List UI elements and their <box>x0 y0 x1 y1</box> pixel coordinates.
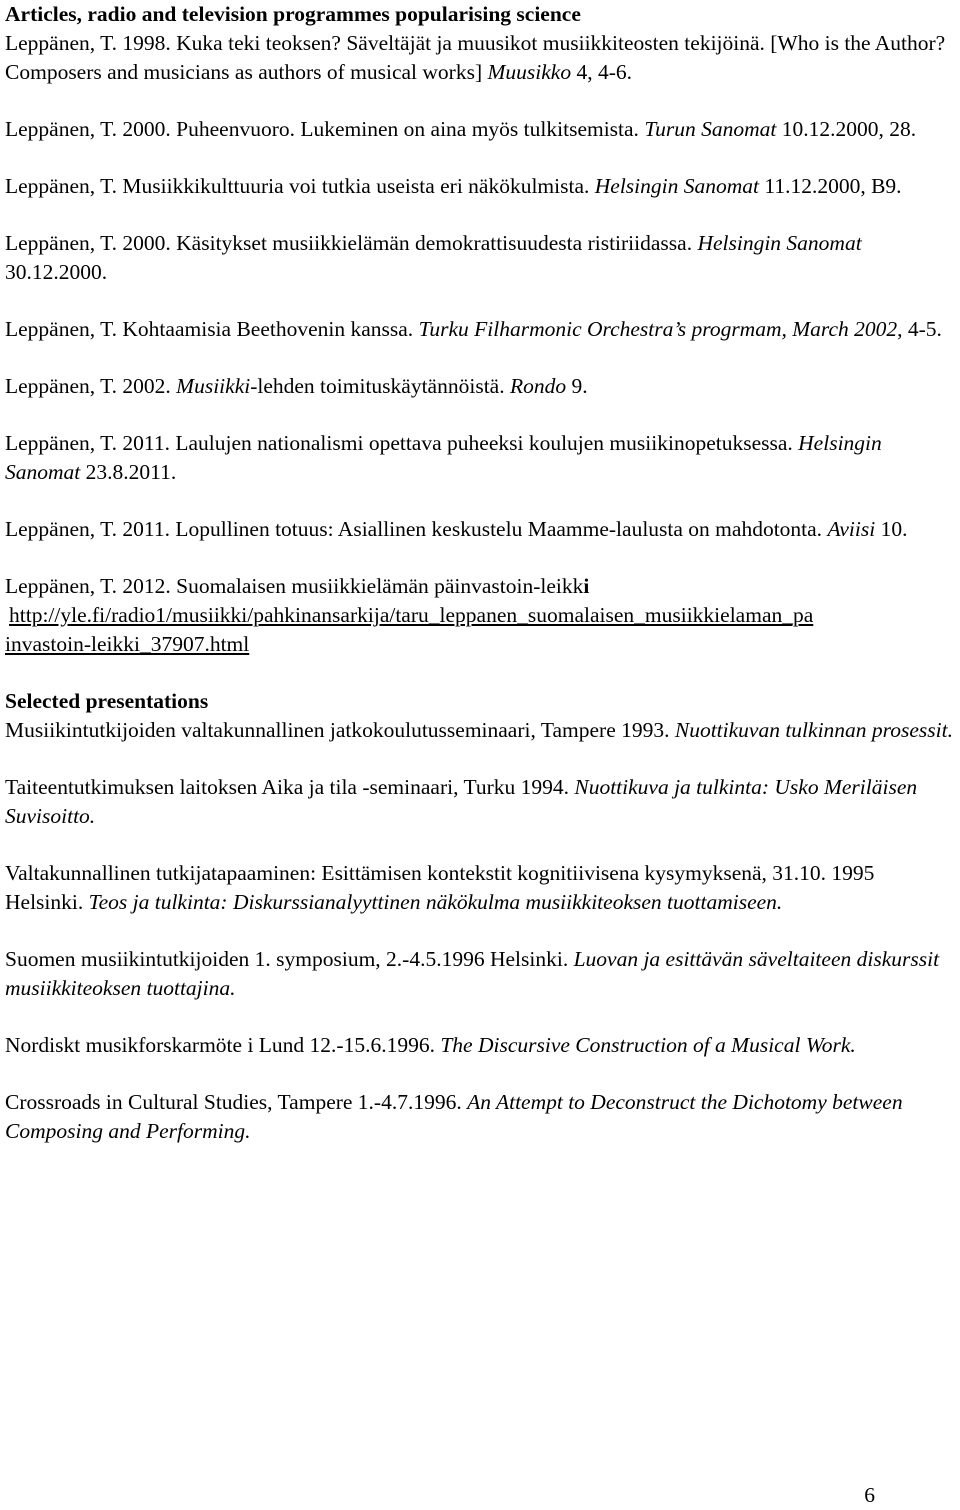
yle-article-link[interactable]: http://yle.fi/radio1/musiikki/pahkinansarkija/taru_leppanen_suomalaisen_musiikkielaman_pa <box>9 603 814 627</box>
article-entry-9 <box>5 572 955 659</box>
yle-article-link-continued[interactable]: invastoin-leikki_37907.html <box>5 632 250 656</box>
article-entry-8: Leppänen, T. 2011. Lopullinen totuus: Asiallinen keskustelu Maamme-laulusta on mahdotonta. Aviisi 10. <box>5 517 908 541</box>
document-page <box>5 0 955 1174</box>
article-entry-3: Leppänen, T. Musiikkikulttuuria voi tutkia useista eri näkökulmista. Helsingin Sanomat 11.12.2000, B9. <box>5 174 902 198</box>
presentation-entry-6: Crossroads in Cultural Studies, Tampere 1.-4.7.1996. An Attempt to Deconstruct the Dichotomy between Composing and Performing. <box>5 1090 903 1143</box>
article-entry-9-title: Leppänen, T. 2012. Suomalaisen musiikkielämän päinvastoin-leikki <box>5 574 590 598</box>
presentation-entry-1: Musiikintutkijoiden valtakunnallinen jatkokoulutusseminaari, Tampere 1993. Nuottikuvan tulkinnan prosessit. <box>5 718 953 742</box>
article-entry-5: Leppänen, T. Kohtaamisia Beethovenin kanssa. Turku Filharmonic Orchestra’s progrmam, March 2002, 4-5. <box>5 317 942 341</box>
presentation-entry-2: Taiteentutkimuksen laitoksen Aika ja tila -seminaari, Turku 1994. Nuottikuva ja tulkinta: Usko Meriläisen Suvisoitto. <box>5 775 918 828</box>
presentations-section <box>5 687 955 1146</box>
article-entry-4: Leppänen, T. 2000. Käsitykset musiikkielämän demokrattisuudesta ristiriidassa. Helsingin Sanomat 30.12.2000. <box>5 231 862 284</box>
presentation-entry-4: Suomen musiikintutkijoiden 1. symposium, 2.-4.5.1996 Helsinki. Luovan ja esittävän säveltaiteen diskurssit musiikkiteoksen tuottajina. <box>5 947 940 1000</box>
presentation-entry-3: Valtakunnallinen tutkijatapaaminen: Esittämisen kontekstit kognitiivisena kysymyksenä, 31.10. 1995 Helsinki. Teos ja tulkinta: Diskurssianalyyttinen näkökulma musiikkiteoksen tuottamiseen. <box>5 861 875 914</box>
presentations-heading: Selected presentations <box>5 689 209 713</box>
page-number: 6 <box>864 1483 875 1507</box>
article-entry-7: Leppänen, T. 2011. Laulujen nationalismi opettava puheeksi koulujen musiikinopetuksessa. Helsingin Sanomat 23.8.2011. <box>5 431 882 484</box>
article-entry-2: Leppänen, T. 2000. Puheenvuoro. Lukeminen on aina myös tulkitsemista. Turun Sanomat 10.12.2000, 28. <box>5 117 917 141</box>
presentation-entry-5: Nordiskt musikforskarmöte i Lund 12.-15.6.1996. The Discursive Construction of a Musical Work. <box>5 1033 856 1057</box>
article-entry-1: Leppänen, T. 1998. Kuka teki teoksen? Säveltäjät ja muusikot musiikkiteosten tekijöinä. [Who is the Author? Composers and musicians as authors of musical works] Muusikko 4, 4-6. <box>5 31 946 84</box>
article-url-line-1 <box>5 601 955 630</box>
article-entry-6: Leppänen, T. 2002. Musiikki-lehden toimituskäytännöistä. Rondo 9. <box>5 374 588 398</box>
article-url-line-2 <box>5 630 955 659</box>
articles-heading: Articles, radio and television programmes popularising science <box>5 2 581 26</box>
